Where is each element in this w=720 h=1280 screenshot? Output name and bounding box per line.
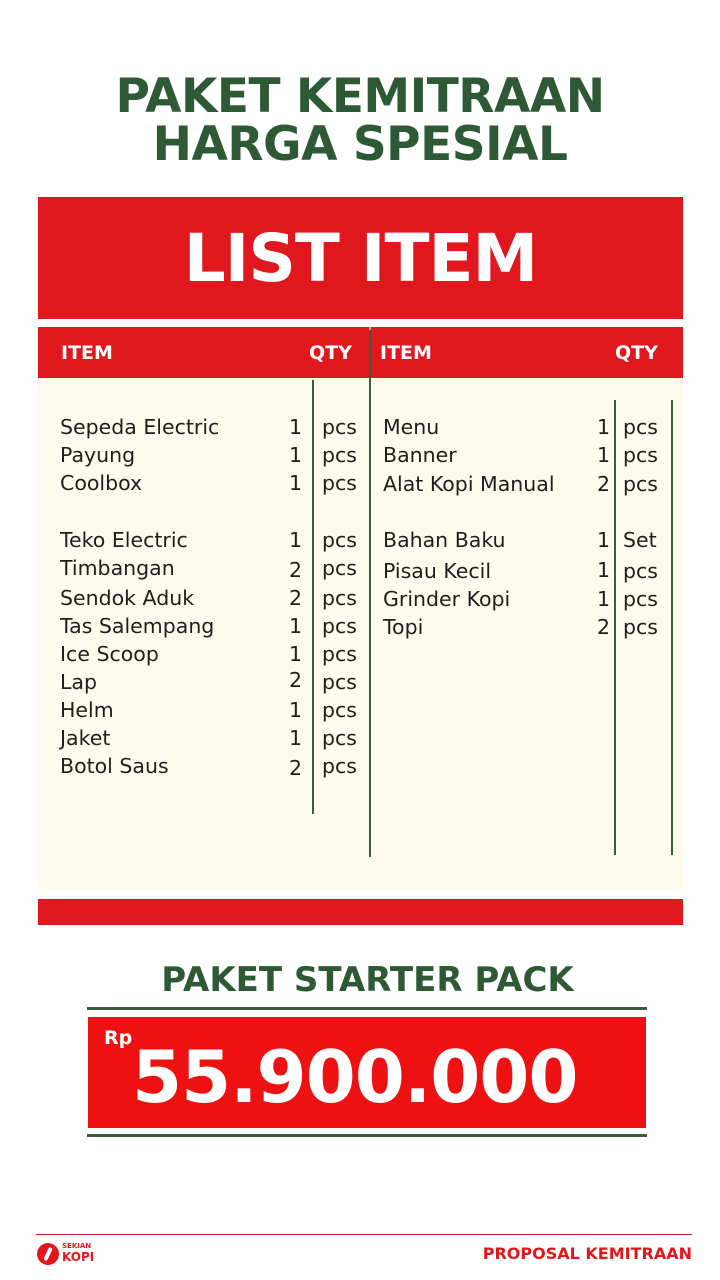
- item-name: Helm: [60, 698, 114, 722]
- item-unit: pcs: [623, 587, 658, 611]
- footer-label: PROPOSAL KEMITRAAN: [482, 1244, 692, 1263]
- item-name: Ice Scoop: [60, 642, 159, 666]
- item-name: Botol Saus: [60, 754, 169, 778]
- item-unit: pcs: [322, 754, 357, 778]
- item-name: Lap: [60, 670, 97, 694]
- item-unit: pcs: [623, 559, 658, 583]
- item-qty: 1: [596, 587, 610, 611]
- item-qty: 1: [288, 471, 302, 495]
- list-item-banner: [38, 197, 683, 319]
- item-unit: pcs: [623, 415, 658, 439]
- item-name: Payung: [60, 443, 136, 467]
- item-unit: pcs: [322, 614, 357, 638]
- price-value: 55.900.000: [132, 1035, 578, 1119]
- header-qty-left: QTY: [309, 342, 352, 364]
- center-divider: [369, 330, 371, 857]
- logo-icon: [37, 1243, 59, 1265]
- item-qty: 2: [288, 558, 302, 582]
- header-qty-right: QTY: [615, 342, 658, 364]
- item-name: Banner: [383, 443, 457, 467]
- item-unit: pcs: [322, 726, 357, 750]
- item-unit: pcs: [322, 528, 357, 552]
- item-name: Pisau Kecil: [383, 559, 492, 583]
- banner-title: LIST ITEM: [183, 220, 538, 297]
- item-name: Topi: [383, 615, 424, 639]
- item-qty: 1: [288, 415, 302, 439]
- price-top-rule: [87, 1007, 647, 1010]
- item-unit: pcs: [623, 443, 658, 467]
- package-title: PAKET STARTER PACK: [161, 960, 574, 1000]
- item-qty: 1: [288, 614, 302, 638]
- item-name: Menu: [383, 415, 440, 439]
- footer-divider: [36, 1234, 692, 1235]
- item-name: Timbangan: [60, 556, 175, 580]
- left-qty-divider: [312, 380, 314, 814]
- item-name: Alat Kopi Manual: [383, 472, 555, 496]
- item-name: Sepeda Electric: [60, 415, 220, 439]
- currency-label: Rp: [104, 1027, 133, 1049]
- item-qty: 2: [596, 472, 610, 496]
- right-qty-divider: [614, 400, 616, 855]
- item-name: Jaket: [60, 726, 111, 750]
- item-unit: Set: [623, 528, 657, 552]
- item-unit: pcs: [623, 615, 658, 639]
- title-line-1: PAKET KEMITRAAN: [115, 69, 605, 124]
- item-qty: 2: [288, 586, 302, 610]
- price-bottom-rule: [87, 1134, 647, 1137]
- item-qty: 2: [288, 756, 302, 780]
- item-name: Teko Electric: [60, 528, 188, 552]
- item-unit: pcs: [322, 415, 357, 439]
- item-name: Coolbox: [60, 471, 143, 495]
- item-unit: pcs: [322, 698, 357, 722]
- item-name: Sendok Aduk: [60, 586, 195, 610]
- list-footer-bar: [38, 899, 683, 925]
- item-qty: 1: [288, 528, 302, 552]
- item-qty: 1: [596, 528, 610, 552]
- item-qty: 1: [288, 698, 302, 722]
- item-qty: 1: [596, 558, 610, 582]
- price-box: [88, 1017, 646, 1128]
- item-qty: 2: [596, 615, 610, 639]
- item-unit: pcs: [322, 556, 357, 580]
- item-qty: 1: [596, 443, 610, 467]
- table-header: [38, 327, 683, 378]
- item-unit: pcs: [322, 443, 357, 467]
- header-item-left: ITEM: [61, 342, 113, 364]
- logo-text-small: SEKIAN: [62, 1242, 92, 1250]
- logo-text-big: KOPI: [62, 1250, 95, 1264]
- item-name: Tas Salempang: [60, 614, 215, 638]
- item-name: Bahan Baku: [383, 528, 506, 552]
- item-unit: pcs: [322, 586, 357, 610]
- item-unit: pcs: [623, 472, 658, 496]
- item-name: Grinder Kopi: [383, 587, 511, 611]
- header-item-right: ITEM: [380, 342, 432, 364]
- item-qty: 1: [288, 443, 302, 467]
- item-unit: pcs: [322, 642, 357, 666]
- item-qty: 2: [288, 668, 302, 692]
- item-qty: 1: [596, 415, 610, 439]
- item-qty: 1: [288, 642, 302, 666]
- item-unit: pcs: [322, 471, 357, 495]
- item-qty: 1: [288, 726, 302, 750]
- title-line-2: HARGA SPESIAL: [152, 117, 568, 172]
- brand-logo: [37, 1240, 107, 1268]
- right-edge-divider: [671, 400, 673, 855]
- item-unit: pcs: [322, 670, 357, 694]
